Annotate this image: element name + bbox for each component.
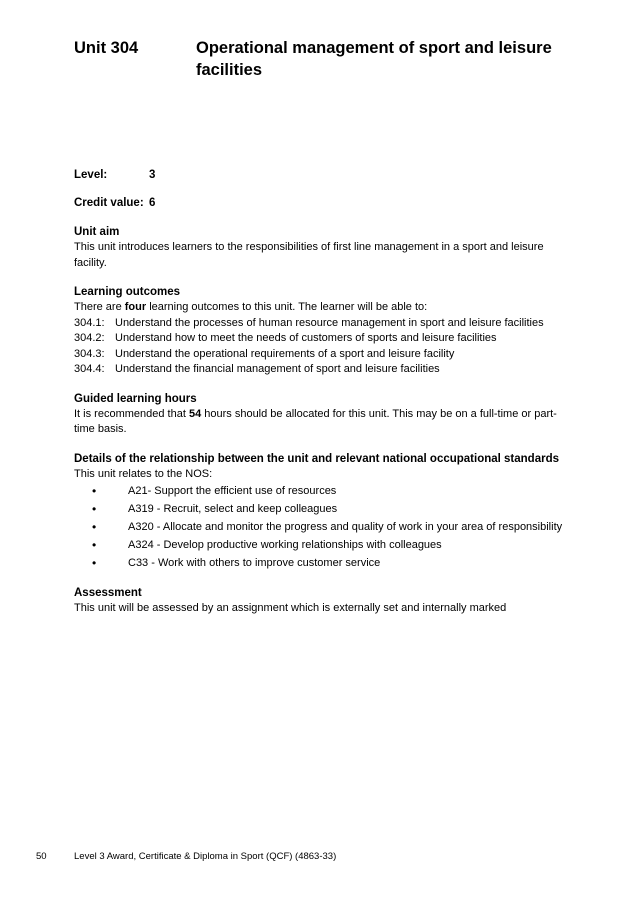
nos-item: [74, 502, 568, 518]
nos-intro: This unit relates to the NOS:: [74, 467, 213, 480]
credit-label: Credit value:: [74, 197, 144, 209]
unit-header: [74, 37, 574, 81]
outcome-text: Understand how to meet the needs of customers of sports and leisure facilities: [115, 332, 497, 344]
guided-hours-section: [74, 391, 568, 438]
guided-post: hours should be allocated for this unit. This may be on a full-time or part-time basis.: [74, 407, 557, 435]
nos-item-text: A324 - Develop productive working relationships with colleagues: [128, 539, 442, 551]
nos-list: [74, 484, 568, 572]
learning-outcomes-intro: [74, 300, 568, 316]
nos-item: [74, 538, 568, 554]
outcome-item: [74, 316, 568, 332]
level-label: Level:: [74, 169, 108, 181]
unit-aim-text: This unit introduces learners to the responsibilities of first line management in a sport and leisure facility.: [74, 241, 544, 269]
level-row: [74, 167, 568, 183]
assessment-text: This unit will be assessed by an assignment which is externally set and internally marked: [74, 601, 507, 614]
intro-pre: There are: [74, 301, 125, 313]
nos-heading: Details of the relationship between the unit and relevant national occupational standards: [74, 452, 559, 465]
assessment-section: [74, 585, 568, 617]
learning-outcomes-section: [74, 284, 568, 378]
bullet-icon: •: [92, 538, 97, 552]
credit-value: 6: [149, 197, 156, 209]
bullet-icon: •: [92, 556, 97, 570]
footer-text: Level 3 Award, Certificate & Diploma in Sport (QCF) (4863-33): [74, 851, 337, 862]
guided-hours-text: [74, 407, 568, 438]
outcome-item: [74, 331, 568, 347]
outcome-text: Understand the operational requirements of a sport and leisure facility: [115, 347, 455, 360]
nos-item: [74, 556, 568, 572]
outcome-item: [74, 362, 568, 378]
unit-aim-heading: Unit aim: [74, 226, 120, 238]
intro-post: learning outcomes to this unit. The learner will be able to:: [146, 301, 428, 313]
nos-item: [74, 484, 568, 500]
bullet-icon: •: [92, 520, 97, 534]
nos-item-text: C33 - Work with others to improve customer service: [128, 557, 381, 569]
intro-bold: four: [124, 301, 147, 313]
outcome-text: Understand the processes of human resource management in sport and leisure facilities: [115, 316, 544, 329]
outcome-number: 304.1:: [74, 316, 105, 329]
outcome-number: 304.3:: [74, 347, 105, 360]
nos-item-text: A319 - Recruit, select and keep colleagues: [128, 503, 338, 515]
nos-section: [74, 451, 568, 572]
page-number: 50: [36, 851, 47, 862]
unit-code: Unit 304: [74, 39, 139, 57]
unit-aim-section: [74, 224, 568, 271]
outcome-number: 304.2:: [74, 332, 105, 344]
guided-pre: It is recommended that: [74, 407, 189, 420]
outcome-number: 304.4:: [74, 363, 105, 375]
nos-item-text: A21- Support the efficient use of resources: [128, 485, 337, 497]
unit-content: [74, 165, 568, 616]
learning-outcomes-heading: Learning outcomes: [74, 286, 181, 298]
guided-hours-heading: Guided learning hours: [74, 392, 197, 405]
guided-hours-value: 54: [188, 407, 202, 420]
nos-item-text: A320 - Allocate and monitor the progress and quality of work in your area of responsibility: [128, 521, 563, 533]
outcome-item: [74, 347, 568, 363]
unit-title: Operational management of sport and leisure facilities: [196, 39, 552, 79]
outcome-list: [74, 316, 568, 378]
level-value: 3: [149, 169, 156, 181]
page-footer: [36, 851, 336, 863]
nos-item: [74, 520, 568, 536]
bullet-icon: •: [92, 484, 97, 498]
credit-row: [74, 195, 568, 211]
assessment-heading: Assessment: [74, 586, 142, 599]
outcome-text: Understand the financial management of sport and leisure facilities: [115, 363, 440, 375]
bullet-icon: •: [92, 502, 97, 516]
